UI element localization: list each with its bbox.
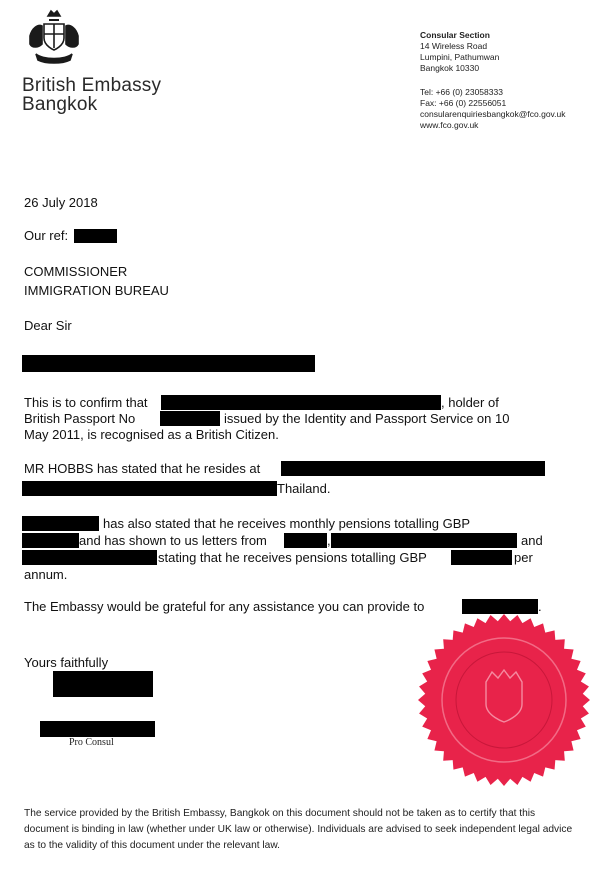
paragraph-text: , [327, 533, 331, 548]
paragraph-text: This is to confirm that [24, 395, 148, 410]
redacted-amount [451, 550, 512, 565]
redacted-name [161, 395, 441, 410]
paragraph-text: May 2011, is recognised as a British Citizen. [24, 427, 279, 442]
recipient-line: IMMIGRATION BUREAU [24, 283, 169, 298]
embassy-name: British Embassy [22, 75, 162, 96]
paragraph-text: MR HOBBS has stated that he resides at [24, 461, 261, 476]
closing: Yours faithfully [24, 655, 109, 670]
redacted-amount [22, 533, 79, 548]
redacted-signatory-name [40, 721, 155, 737]
website-link[interactable]: www.fco.gov.uk [420, 120, 479, 130]
paragraph-text: . [538, 599, 542, 614]
paragraph-text: Thailand. [277, 481, 331, 496]
salutation: Dear Sir [24, 318, 72, 333]
paragraph-text: and has shown to us letters from [79, 533, 267, 548]
paragraph-text: , holder of [441, 395, 499, 410]
redacted-source [22, 550, 157, 565]
redacted-subject [22, 355, 315, 372]
consular-section-label: Consular Section [420, 30, 490, 40]
redacted-ref [74, 229, 117, 243]
paragraph-text: has also stated that he receives monthly pensions totalling GBP [103, 516, 471, 531]
royal-coat-of-arms-icon [22, 6, 86, 70]
redacted-name [22, 516, 99, 531]
redacted-source [284, 533, 327, 548]
paragraph-text: and [521, 533, 543, 548]
redacted-address [22, 481, 277, 496]
redacted-passport-number [160, 411, 220, 426]
redacted-signature [53, 671, 153, 697]
recipient-line: COMMISSIONER [24, 264, 128, 279]
letter-date: 26 July 2018 [24, 195, 98, 210]
footer-disclaimer: The service provided by the British Embassy, Bangkok on this document should not be taken as to certify that this document is binding in law (whether under UK law or otherwise). Individuals are advised to seek independent legal advice as to the validity of this document under the relevant law. [24, 808, 573, 851]
paragraph-text: annum. [24, 567, 68, 582]
redacted-address [281, 461, 545, 476]
paragraph-text: issued by the Identity and Passport Service on 10 [224, 411, 510, 426]
redacted-source [331, 533, 517, 548]
ref-label: Our ref: [24, 228, 69, 243]
embossed-red-seal-icon [416, 612, 592, 788]
paragraph-text: British Passport No [24, 411, 136, 426]
address-line: 14 Wireless Road [420, 41, 488, 51]
telephone: Tel: +66 (0) 23058333 [420, 87, 503, 97]
signatory-title: Pro Consul [69, 737, 114, 748]
email-link[interactable]: consularenquiriesbangkok@fco.gov.uk [420, 109, 566, 119]
address-line: Lumpini, Pathumwan [420, 52, 500, 62]
embassy-city: Bangkok [22, 94, 98, 115]
paragraph-text: stating that he receives pensions totalling GBP [158, 550, 427, 565]
paragraph-text: The Embassy would be grateful for any assistance you can provide to [24, 599, 425, 614]
address-line: Bangkok 10330 [420, 63, 480, 73]
fax: Fax: +66 (0) 22556051 [420, 98, 507, 108]
paragraph-text: per [514, 550, 533, 565]
